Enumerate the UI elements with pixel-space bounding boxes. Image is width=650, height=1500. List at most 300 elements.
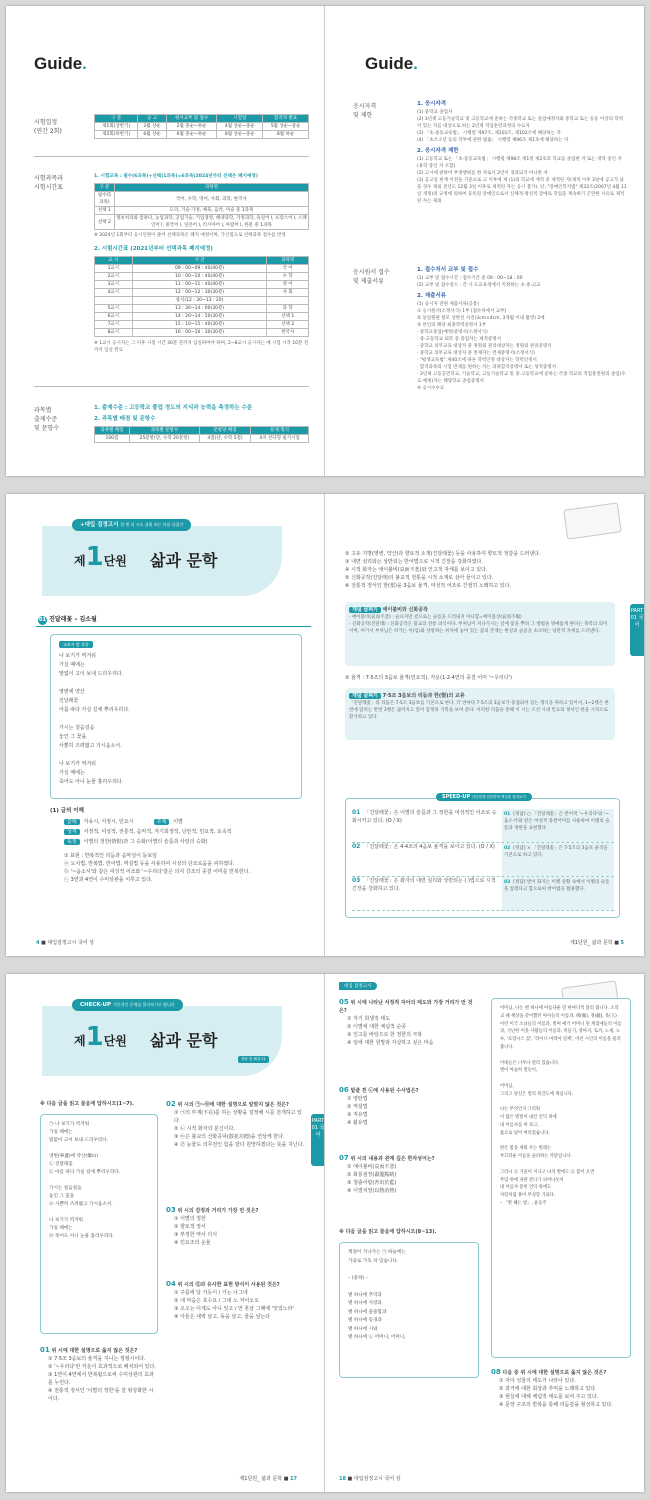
speed-question (352, 843, 502, 876)
table-cell: 제1회(상반기) (95, 123, 138, 131)
poem-line: 별 하나에 ㉡ 어머니, 어머니, (348, 1335, 406, 1340)
speed-item (352, 843, 614, 877)
answer-ref: 정답 및 해설 21 (238, 1056, 269, 1063)
table-cell: 09 : 00~09 : 40(40분) (132, 265, 267, 273)
feature-list (64, 852, 304, 884)
table-cell: 4월 상순~중순 (217, 123, 263, 131)
poem-line (500, 1138, 622, 1146)
table-header: 공 고 (138, 115, 166, 123)
answer-choice[interactable]: ③ 청출어람(靑出於藍) (347, 1180, 397, 1186)
poem-line: 내 이름자 묻힌 언덕 위에도 (500, 1185, 552, 1191)
answer-choice[interactable]: ④ ㉣ 눈물도 의무전인 힘을 잘다 원망하겠다는 뜻을 지닌다. (174, 1142, 305, 1148)
answer-choice[interactable]: ④ 전통적 정서인 '이별의 정한'을 잘 형상화한 시이다. (48, 1388, 154, 1402)
level-label: 과목별 출제수준 및 문항수 (34, 407, 60, 432)
poem-line: 가시는 걸음걸음 (59, 725, 95, 731)
table-cell: 16 : 00~16 : 30(30분) (132, 329, 267, 337)
docs-heading: 2. 제출서류 (417, 293, 447, 299)
table-header: 원서교부 및 접수 (166, 115, 217, 123)
answer-choice[interactable]: ③ 인고를 바탕으로 한 정한의 극복 (347, 1032, 423, 1038)
apply-section (417, 266, 627, 392)
subjects-heading: 1. 시험교목 : 필수(6과목)+선택(1과목)=6과목(2024년부터 선택은 폐지예정) (94, 174, 258, 179)
table-cell: 7교시 (95, 321, 133, 329)
part-side-tab[interactable]: PART 01 국어 (311, 1114, 325, 1166)
instruction: ※ 다음 글을 읽고 물음에 답하시오(1~7). (40, 1101, 134, 1107)
poem-line (500, 1052, 622, 1060)
poem-line: 죽어도 아니 눈물 흘리우리다. (59, 779, 124, 785)
table-row (95, 435, 309, 443)
guide-page-left (6, 6, 325, 476)
answer-num: 02 (504, 846, 511, 851)
question-number: 06 (339, 1086, 349, 1094)
poem-line: 나 보기가 역겨워 (49, 1218, 83, 1223)
poem-line (59, 679, 293, 688)
poem-line: 가실 때에는 (49, 1130, 73, 1135)
level-heading: 1. 출제수준 : 고등학교 졸업 정도의 지식과 능력을 측정하는 수준 (94, 405, 253, 411)
table-cell: 5월 상순~중순 (263, 123, 309, 131)
level-section (94, 404, 309, 443)
list-item: · "평생교육법" 제40조에 따른 학력인정 대상자는 학력인정서 (417, 358, 537, 363)
answer-num: 03 (504, 880, 511, 885)
question-text: 위 시에 대한 설명으로 옳지 않은 것은? (49, 1348, 138, 1354)
speed-item (352, 809, 614, 843)
question-number: 02 (166, 1100, 176, 1108)
guide-title: Guide. (365, 54, 418, 73)
understand-heading: (1) 글의 이해 (50, 808, 84, 814)
page-footer: 4 ■ 대입검정고시 국어 상 (36, 940, 95, 946)
poem-line: 진달래꽃 (59, 698, 79, 704)
table-cell: 중식(12 : 30~13 : 20) (132, 297, 267, 305)
note-tag: 개념 살펴기 (349, 607, 381, 613)
answer-choice[interactable]: ④ 임에 대한 원망과 자살하고 싶은 마음 (347, 1040, 434, 1046)
speed-answer (502, 809, 614, 842)
list-item: · 3년제 고등공민학교, 기술학교, 고등기술학교 및 중·고등학교에 준하는 각종 학교의 직업훈련원의 졸업(수료·예정)자는 해당학교 졸업증명서 (417, 372, 626, 384)
question-text: 위 시의 내용과 관계 깊은 한자성어는? (348, 1156, 435, 1162)
table-row (95, 297, 309, 305)
table-cell: 15 : 10~15 : 40(30분) (132, 321, 267, 329)
spread-checkup (6, 974, 644, 1492)
table-cell: 정보처리와 컴퓨터, 농업과학, 공업기술, 기업경영, 해양과학, 가정과학, 독일어 I, 프랑스어 I, 스페인어 I, 중국어 I, 일본어 I, 러시아어 I, 아랍어 I, 한문 중 1과목 (116, 216, 307, 228)
unit-number: 제1단원 (74, 1022, 127, 1052)
answer-choice[interactable]: ③ 오오는 이제도 아니 잊고 / 먼 훗날 그때에 '잊었노라' (174, 1306, 294, 1312)
poem-line: 계절이 지나가는 ㉠ 하늘에는 (348, 1250, 406, 1255)
intro-item: ④ 시적 화자는 애이불비(哀而不悲)와 인고적 자세를 보이고 있다. (345, 567, 488, 573)
unit-banner (42, 994, 282, 1079)
table-row (95, 329, 309, 337)
unit-pill: CHECK-UP 기본적인 문제를 풀어보기로 합니다 (72, 999, 183, 1011)
intro-item: ② 고유 지명(영변, 약산)과 향토적 소재(진달래꽃) 등을 사용하여 향토적 정감을 드러낸다. (345, 551, 541, 557)
answer-choice[interactable]: ③ 직유법 (347, 1112, 368, 1118)
poem-line (49, 1209, 149, 1217)
subjects-section (94, 172, 309, 354)
poem-line (59, 715, 293, 724)
poem-line: ㉣ 사뿐히 즈려밟고 가시옵소서. (49, 1202, 113, 1207)
question-text: 위 시의 ㉠~㉤에 대한 설명으로 알맞지 않은 것은? (175, 1102, 289, 1108)
poem-line (500, 1099, 622, 1107)
note-tag: 개념 살펴기 (349, 693, 381, 699)
table-row (95, 131, 309, 139)
question-07 (339, 1154, 479, 1195)
unit-pill: +대입 검정고시 한 번 더 시도 쉬워 쓰는 마음 다잡기 (72, 519, 191, 531)
poem-line: 어머님, (500, 1083, 514, 1089)
poem-line (500, 1075, 622, 1083)
table-header: 과목별 배점 (95, 427, 130, 435)
table-cell: 도덕, 기술·가정, 체육, 음악, 미술 중 1과목 (114, 207, 308, 215)
poem-line: 딴은 밤을 새워 우는 벌레는 (500, 1146, 552, 1152)
speed-text: 「진달래꽃」은 이별의 슬픔과 그 정한을 여성적인 어조로 승화시키고 있다. (352, 810, 497, 824)
meter-text: ② 율격 : 7·5조의 3음보 율격(민요적), 각운(1·2·4연의 종결 어미 '~우리다') (345, 675, 512, 681)
feature-item: ⓒ 3연과 4연이 수미상관을 이루고 있다. (64, 877, 153, 883)
question-stem (166, 1100, 306, 1109)
speed-answer (502, 877, 614, 910)
speed-num: 01 (352, 809, 361, 816)
question-02 (166, 1100, 306, 1149)
answer-choice[interactable]: ② 과거에 대한 회상과 추억을 노래하고 있다. (499, 1386, 597, 1392)
ox-mark: (O / X) (477, 844, 495, 850)
question-number: 01 (40, 1346, 50, 1354)
row-tag: 주제 (154, 819, 170, 825)
question-stem (166, 1206, 306, 1215)
poem-line: 나는 무엇인지 그리워 (500, 1107, 541, 1113)
section-heading: 01 진달래꽃 – 김소월 (39, 616, 97, 623)
table-cell (95, 297, 133, 305)
speed-text: 「진달래꽃」은 화자의 내면 심리와 상반되는 ( )법으로 시적 긴장을 강화하고 있다. (352, 878, 496, 892)
poem-line: 나 보기가 역겨워 (59, 761, 96, 767)
eligibility-label: 응시자격 및 제한 (353, 103, 377, 119)
poem-line: 영변(寧邊)에 약산(藥山) (49, 1154, 99, 1159)
list-item: (4) 「초조소년 등의 학부에 관한 법률」 시행령 제96조 제1호에 해당하는 자 (417, 138, 569, 143)
table-cell: 8월 하순 (263, 131, 309, 139)
table-cell: 제2회(하반기) (95, 131, 138, 139)
note-box-2 (345, 688, 615, 740)
poem-line: ㉢ 아름 따다 가실 길에 뿌리우리다. (49, 1170, 121, 1175)
table-cell: 6월 상순 (138, 131, 166, 139)
answer-choice[interactable]: ③ 현실에 대해 체념적 태도를 보여 주고 있다. (499, 1394, 599, 1400)
table-cell: 과 학 (267, 305, 309, 313)
apply-heading: 1. 접수처서 교부 및 접수 (417, 267, 479, 273)
answer-choice[interactable]: ② 화룡점정(畵龍點睛) (347, 1172, 397, 1178)
speed-question (352, 809, 502, 842)
question-text: 다음 중 위 시에 대한 설명으로 옳지 않은 것은? (500, 1370, 607, 1376)
checkup-page-left (6, 974, 325, 1492)
table-cell: 선택 2 (267, 321, 309, 329)
poem-line: 내 이름자를 써 보고, (500, 1122, 539, 1128)
answer-choice[interactable]: ④ 아들은 새벽 날고, 동을 날고, 물을 날는다 (174, 1314, 271, 1320)
answer-choice[interactable]: ① 이별의 정한 (174, 1216, 206, 1222)
note-item: · 신화공작(진달래) : 신화공작은 불교의 전통 의식이다. 부처님이 지나가시는 길에 꽃을 뿌려 그 방법을 명예롭게 한다는 축복의 의미이며, 여기서 부처님은 떠가는 이(임)와 상통하는 위치에 놓여 있는 꽃의 존재는 현실의 슬픔을 초극하는 낭만적 자세를 드러낸다. (349, 622, 608, 634)
question-stem (339, 1154, 479, 1163)
notebook-icon (563, 502, 622, 539)
poem-line: 사뿐히 즈려밟고 가시옵소서. (59, 743, 122, 749)
table-header: 과목명 (114, 184, 308, 192)
answer-choice[interactable]: ④ 활유법 (347, 1120, 368, 1126)
poem-line: 무덤 위에 파란 잔디가 피어나듯이 (500, 1177, 564, 1183)
divider (34, 156, 309, 157)
poem-line: 말없이 고이 보내 드리우리다. (59, 671, 124, 677)
table-cell: 국어, 수학, 영어, 사회, 과학, 한국사 (114, 192, 308, 207)
schedule-table (94, 114, 309, 139)
table-header: 과목별 문항수 (129, 427, 199, 435)
table-cell: 선택 1 (95, 207, 115, 215)
table-row (95, 123, 309, 131)
times-heading: 2. 시험시간표 (2021년부터 선택과목 폐지예정) (94, 246, 213, 252)
speed-title: SPEED-UP 간단하게 진단하며 핵심을 짚어보기 (436, 793, 532, 801)
list-item: ④ 응시수수료 (417, 386, 445, 391)
table-row (95, 321, 309, 329)
list-item: (3) 「초·중등교육법」 시행령 제97조, 제101조, 제102조에 해당하는 자 (417, 131, 561, 136)
eligibility-section (417, 100, 627, 205)
question-06 (339, 1086, 479, 1127)
instruction: ※ 다음 글을 읽고 물음에 답하시오(8~13). (339, 1229, 437, 1235)
list-item: (2) 3년제 고등기술학교 및 고등학교에 준하는 각종학교 또는 졸업예정자와 중학교 또는 동등 이상의 학력이 있는 자를 대상으로 하는 2년제 직업훈련과정의 수료자 (417, 117, 624, 129)
page-footer: 18 ■ 대입검정고시 국어 상 (339, 1476, 401, 1482)
poem-box (339, 1242, 479, 1378)
table-header: 합격자 발표 (263, 115, 309, 123)
table-cell: 2월 중순~하순 (166, 123, 217, 131)
intro-list (345, 550, 615, 590)
poem-line (49, 1145, 149, 1153)
table-cell: 6교시 (95, 313, 133, 321)
subjects-label: 시험과목과 시험시간표 (34, 175, 63, 191)
answer-choice[interactable]: ② '~우리다'란 각운이 효과적으로 배치되어 있다. (48, 1364, 156, 1370)
speed-num: 02 (352, 843, 361, 850)
table-row (95, 273, 309, 281)
question-text: 위 시에 나타난 서정적 자아의 태도와 가장 거리가 먼 것은? (339, 1000, 473, 1014)
list-item: ① 응시원서(소정서식) 1부 [접수처에서 교부] (417, 309, 507, 314)
subjects-note: ※ 2024년 1회부터 응시인원이 줄어 선택과목은 폐지 예정이며, 가산점으로 선택과목 점수를 반영 (94, 233, 286, 238)
table-cell: 국 어 (267, 265, 309, 273)
poem-line: 부끄러운 이름을 슬퍼하는 까닭입니다. (500, 1154, 572, 1160)
table-cell: 4점(단, 수학 5점) (200, 435, 251, 443)
poem-box (50, 634, 302, 799)
poem-line: 놓인 그 꽃을 (49, 1194, 75, 1199)
table-cell: 1교시 (95, 265, 133, 273)
part-side-tab[interactable]: PART 01 국어 (630, 604, 644, 656)
poem-line: – 「별 헤는 밤」, 윤동주 (500, 1200, 547, 1206)
poem-line: 자랑처럼 풀이 무성할 거외다. (500, 1193, 556, 1199)
question-03 (166, 1206, 306, 1247)
answer-choice[interactable]: ② ㉡ 시적 화자의 분신이다. (174, 1126, 235, 1132)
intro-item: ⑤ 신화공작(진달래)의 불교적 전통을 시적 소재로 삼아 들이고 있다. (345, 575, 494, 581)
answer-choice[interactable]: ② 역설법 (347, 1104, 368, 1110)
note-box-1 (345, 602, 615, 666)
top-tag: 대입 검정고시 (339, 982, 377, 990)
speed-text: 「진달래꽃」은 4·4조의 4음보 율격을 보이고 있다. (364, 844, 478, 850)
schedule-label: 시험일정 (연간 2회) (34, 119, 62, 135)
poem-tag: 교과서 밖 작품 (59, 641, 93, 648)
table-cell (267, 297, 309, 305)
poem-line: 나 보기가 역겨워 (59, 653, 96, 659)
table-row (95, 215, 309, 230)
poem-line: 어머님, 나는 별 하나에 아름다운 말 한마디씩 불러 봅니다. 소학교 때 책상을 같이했던 아이들의 이름과, 패(佩), 경(鏡), 옥(玉) 이런 이국 소녀들의 이름과, 벌써 애기 어머니 된 계집애들의 이름과, 가난한 이웃 사람들의 이름과, 비둘기, 강아지, 토끼, 노새, 노루, '프랑시스 잠', '라이너 마리아 릴케', 이런 시인의 이름을 불러 봅니다. (500, 1006, 622, 1050)
table-cell: 25문항(단, 수학 20문항) (129, 435, 199, 443)
question-stem (339, 998, 479, 1015)
poem-line: 가시는 걸음걸음 (49, 1186, 82, 1191)
lesson-page-right (325, 494, 644, 956)
table-cell: 13 : 30~14 : 00(30분) (132, 305, 267, 313)
poem-line: – (중략) – (348, 1275, 368, 1281)
answer-choice[interactable]: ③ 1연이 4연에서 반복됨으로써 수미상관의 효과를 누린다. (48, 1372, 154, 1386)
apply-label: 응시원서 접수 및 제출서류 (353, 269, 390, 285)
spread-guide (6, 6, 644, 476)
times-note: ※ 1교시 응시자는 그 이후 시험 시간 30분 전까지 입실하여야 하며, 2~8교시 응시자는 매 시험 시작 10분 전까지 입실 완료 (94, 341, 309, 353)
ox-mark: (O / X) (384, 818, 402, 824)
row-text: 자유시, 서정시, 민요시 (83, 819, 134, 825)
table-row (95, 265, 309, 273)
poem-line: 가실 때에는 (49, 1226, 73, 1231)
poem-line: 별 하나에 추억과 (348, 1292, 382, 1298)
list-item: · 중학교졸업(예정)증명서(소정서식) (417, 330, 488, 335)
row-tag: 특징 (64, 839, 80, 845)
list-item: (3) 공고일 현재 이전을 기준으로 고 이후에 재 (1)의 학교에 재적 중 제적된 자(제적 이후 3일에 공고가 났을 경우 제외 전년도 12월 3일 이후로 제적된 자는 응시 불가). 단, "장애인복지법" 제32조(2007년 4월 11일 개정)의 규정에 의하여 등록된 장애인으로서 신체적·정신적 장애로 학업을 계속하기 곤란한 사유로 제적된 자는 제외 (417, 178, 627, 204)
question-number: 05 (339, 998, 349, 1006)
list-item: · 중·고등학교 퇴학 증 졸업자는 제적증명서 (417, 337, 501, 342)
table-cell: 5교시 (95, 305, 133, 313)
answer-choice[interactable]: ① 애이불비(哀而不悲) (347, 1164, 397, 1170)
poem-line: 아름 따다 가실 길에 뿌리우리다. (59, 707, 130, 713)
list-item: (1) 고등학교 또는 「초·중등교육법」 시행령 제98조 제1항 제2호의 학교를 졸업한 자 또는 재학 중인 자(휴학 중인 자 포함) (417, 157, 622, 169)
answer-choice[interactable]: ① 7·5조 3음보의 율격을 지니는 정형시이다. (48, 1356, 146, 1362)
answer-text: [정답] × 「진달래꽃」은 7·5조의 3음보 율격을 기본으로 하고 있다. (504, 846, 608, 858)
table-cell: 필수(5과목) (95, 192, 115, 207)
table-cell: 8교시 (95, 329, 133, 337)
intro-item: ⑥ 전통적 정서인 한(恨)을 3음보 율격, 여성적 어조로 간절히 노래하고 있다. (345, 583, 512, 589)
poem-line (49, 1177, 149, 1185)
list-item: · 중학교 의무교육 대상자 중 정원외 관리대상자는 정원외 관리증명서 (417, 344, 552, 349)
intro-item: ③ 내면 심리와는 상반되는 반어법으로 시적 긴장을 강화하였다. (345, 559, 483, 565)
speed-num: 03 (352, 877, 361, 884)
page-footer: 제1단원_ 삶과 문학 ■ 17 (239, 1476, 297, 1482)
poem-box (40, 1114, 158, 1334)
question-08 (491, 1368, 631, 1409)
note-title: 애이불비와 신화공작 (382, 607, 428, 613)
note-item: · 애이불비(哀而不悲) : 슬프지만 겉으로는 슬픔을 드러내지 아니함=애이불상(哀而不傷) (349, 615, 522, 620)
answer-choice[interactable]: ④ 이열치열(以熱治熱) (347, 1188, 397, 1194)
lesson-page-left (6, 494, 325, 956)
answer-choice[interactable]: ④ 문장 구조의 반복을 통해 리듬감을 형성하고 있다. (499, 1402, 613, 1408)
question-stem (339, 1086, 479, 1095)
table-header: 구 분 (95, 115, 138, 123)
answer-choice[interactable]: ① 영탄법 (347, 1096, 368, 1102)
answer-choice[interactable]: ① ㉠의 부재(不在)를 하는 상황을 설정해 시를 전개하고 있다. (174, 1110, 302, 1124)
answer-choice[interactable]: ① 자기 희생적 태도 (347, 1016, 391, 1022)
poem-line: 가실 때에는 (59, 770, 85, 776)
question-number: 04 (166, 1280, 176, 1288)
table-cell: 3교시 (95, 281, 133, 289)
poem-line: 말없이 고이 보내 드리우리다. (49, 1138, 109, 1143)
understand-row (64, 828, 304, 836)
eligibility-heading: 1. 응시자격 (417, 101, 447, 107)
answer-num: 01 (504, 812, 511, 817)
list-item: · 중학교 의무교육 대상자 중 면제자는 면제증명서(소정서식) (417, 351, 535, 356)
poem-line: 별 하나에 쓸쓸함과 (348, 1309, 387, 1315)
table-row (95, 281, 309, 289)
row-text: 서정적, 여성적, 전통적, 음악적, 자기희생적, 낭만적, 민요적, 토속적 (83, 829, 232, 835)
unit-number: 제1단원 (74, 542, 127, 572)
table-cell: 사 회 (267, 289, 309, 297)
table-row (95, 313, 309, 321)
poem-line: 별 하나에 동경과 (348, 1318, 382, 1323)
divider (36, 626, 311, 627)
poem-line (348, 1283, 470, 1292)
unit-title: 삶과 문학 (150, 551, 218, 570)
count-heading: 2. 과목별 배점 및 문항수 (94, 416, 156, 422)
row-text: 이별의 정한(情恨)과 그 승화(이별의 슬픔과 사랑의 승화) (83, 839, 208, 845)
speed-answer (502, 843, 614, 876)
row-text: 이별 (173, 819, 183, 825)
answer-choice[interactable]: ③ ㉢은 불교의 산화공덕(散花功德)을 연상케 한다. (174, 1134, 285, 1140)
table-cell: 수 학 (267, 273, 309, 281)
unit-title: 삶과 문학 (150, 1031, 218, 1050)
understand-row (64, 818, 304, 826)
question-stem (491, 1368, 631, 1377)
list-item: ③ 본인의 해당 최종학력증명서 1부 (417, 323, 487, 328)
table-cell: 6월 중순~하순 (166, 131, 217, 139)
poem-line: 별이 아슬히 멀듯이, (500, 1068, 538, 1074)
speed-item (352, 877, 614, 911)
list-item: (1) 응시자 전원 제출서류(공통) (417, 302, 479, 307)
answer-choice[interactable]: ④ 민요조의 운율 (174, 1240, 211, 1246)
question-01 (40, 1346, 158, 1403)
table-cell: 선택 1 (267, 313, 309, 321)
poem-line: 이네들은 너무나 멀리 있습니다. (500, 1060, 560, 1066)
poem-line: 그리고 당신은 멀리 북간도에 계십니다. (500, 1091, 574, 1097)
feature-item: ⓑ '~옵소서'와 같은 여성적 어조와 '~우리다'같은 의지 강조의 종결 어미를 반복한다. (64, 869, 251, 875)
spread-lesson (6, 494, 644, 956)
guide-page-right (325, 6, 644, 476)
checkup-page-right (325, 974, 644, 1492)
answer-choice[interactable]: ① 자아 성찰의 태도가 나타나 있다. (499, 1378, 576, 1384)
answer-choice[interactable]: ② 내 마음은 호수요 / 그대 노 저어오오 (174, 1298, 259, 1304)
answer-choice[interactable]: ③ 부정한 역사 의식 (174, 1232, 218, 1238)
table-cell: 10 : 00~10 : 40(40분) (132, 273, 267, 281)
note-title: 7·5조 3음보의 리듬과 한(恨)의 교류 (382, 693, 465, 699)
answer-choice[interactable]: ② 이별에 대한 체념적 순종 (347, 1024, 407, 1030)
table-row (95, 305, 309, 313)
feature-item: ⓐ 도치법, 반복법, 반어법, 역설법 등을 사용하여 시상의 단조로움을 피하였다. (64, 861, 235, 867)
table-header: 구 분 (95, 184, 115, 192)
table-cell: 한국사 (267, 329, 309, 337)
poem-line: 별 하나에 사랑과 (348, 1301, 382, 1306)
question-number: 08 (491, 1368, 501, 1376)
poem-box-continued (491, 998, 631, 1358)
question-number: 07 (339, 1154, 349, 1162)
poem-line: 그러나 ㉢ 겨울이 지나고 나의 별에도 ㉣ 봄이 오면 (500, 1169, 595, 1175)
list-item: (1) 중학교 졸업자 (417, 110, 453, 115)
unit-banner (42, 514, 282, 599)
poem-line: ㉡ 진달래꽃 (49, 1162, 73, 1167)
table-header: 문제 형식 (251, 427, 309, 435)
poem-line (348, 1266, 470, 1275)
table-cell: 4교시 (95, 289, 133, 297)
table-cell: 11 : 00~11 : 40(40분) (132, 281, 267, 289)
feature-heading: ① 표현 : 반복적인 리듬과 음악성이 돋보임 (64, 853, 157, 859)
question-text: 위 시의 감정과 거리가 가장 먼 것은? (175, 1208, 259, 1214)
table-header: 시 간 (132, 257, 267, 265)
list-item: (1) 교부 및 접수시간 : 접수기간 중 09 : 00~18 : 00 (417, 276, 523, 281)
table-row (95, 192, 309, 207)
restriction-heading: 2. 응시자격 제한 (417, 148, 459, 154)
answer-choice[interactable]: ① 구름에 달 가듯이 / 가는 나그네 (174, 1290, 248, 1296)
table-cell: 12 : 00~12 : 30(30분) (132, 289, 267, 297)
poem-line: 흙으로 덮어 버리었습니다. (500, 1130, 550, 1136)
question-04 (166, 1280, 306, 1321)
poem-line (59, 751, 293, 760)
table-row (95, 207, 309, 215)
row-tag: 갈래 (64, 819, 80, 825)
table-cell: 선택 2 (95, 215, 115, 230)
answer-choice[interactable]: ② 향토적 정서 (174, 1224, 206, 1230)
table-cell: 2교시 (95, 273, 133, 281)
